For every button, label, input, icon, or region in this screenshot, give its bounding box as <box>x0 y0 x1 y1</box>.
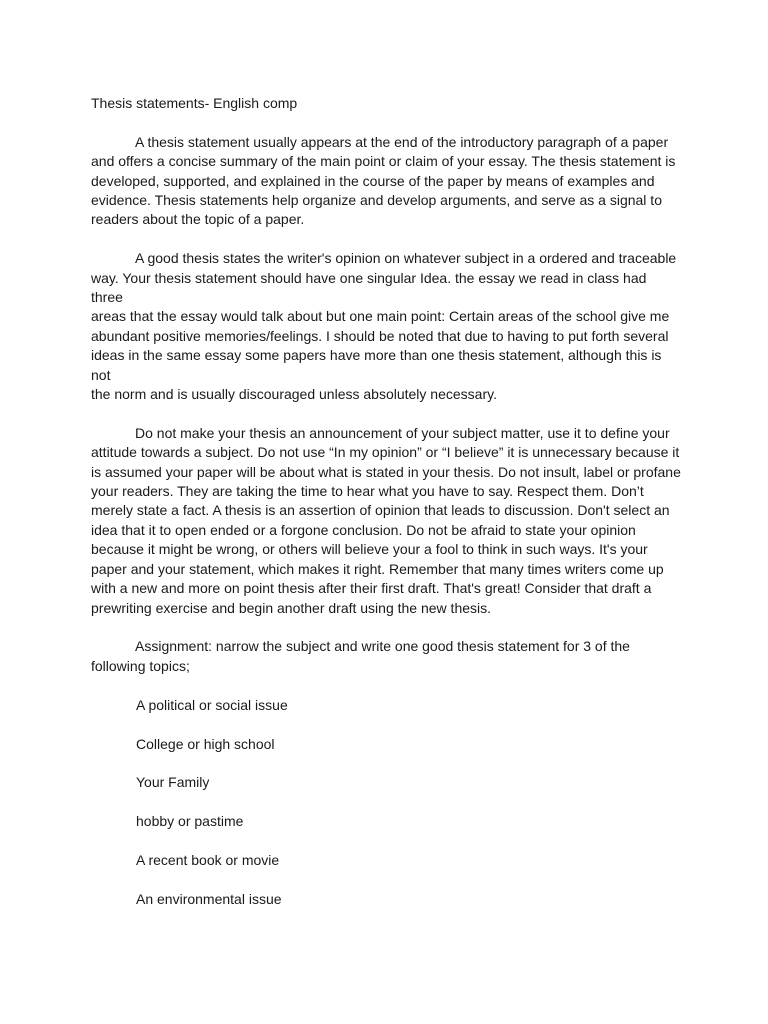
topic-item: An environmental issue <box>136 891 282 908</box>
topic-item: A recent book or movie <box>136 852 280 869</box>
topic-item: College or high school <box>136 735 275 752</box>
topic-list <box>91 696 768 910</box>
topic-item: A political or social issue <box>136 696 288 713</box>
topic-item: hobby or pastime <box>136 813 244 830</box>
paragraph-good-thesis: A good thesis states the writer's opinion on whatever subject in a ordered and traceable way. Your thesis statement should have one singular Idea. the essay we read in class had three areas that the essay would talk about but one main point: Certain areas of the school give me abundant positive memories/feelings. I should be noted that due to having to put forth several ideas in the same essay some papers have more than one thesis statement, although this is not the norm and is usually discouraged unless absolutely necessary. <box>91 250 677 403</box>
topic-item: Your Family <box>136 774 210 791</box>
document-title: Thesis statements- English comp <box>91 95 298 111</box>
paragraph-assignment: Assignment: narrow the subject and write one good thesis statement for 3 of the following topics; <box>91 638 630 674</box>
paragraph-thesis-rules: Do not make your thesis an announcement of your subject matter, use it to define your attitude towards a subject. Do not use “In my opinion” or “I believe” it is unnecessary because it is assumed your paper will be about what is stated in your thesis. Do not insult, label or profane your readers. They are taking the time to hear what you have to say. Respect them. Don’t merely state a fact. A thesis is an assertion of opinion that leads to discussion. Don't select an idea that it to open ended or a forgone conclusion. Do not be afraid to state your opinion because it might be wrong, or others will believe your a fool to think in such ways. It's your paper and your statement, which makes it right. Remember that many times writers come up with a new and more on point thesis after their first draft. That's great! Consider that draft a prewriting exercise and begin another draft using the new thesis. <box>91 424 681 616</box>
paragraph-thesis-definition: A thesis statement usually appears at the end of the introductory paragraph of a paper and offers a concise summary of the main point or claim of your essay. The thesis statement is developed, supported, and explained in the course of the paper by means of examples and evidence. Thesis statements help organize and develop arguments, and serve as a signal to readers about the topic of a paper. <box>91 133 676 228</box>
